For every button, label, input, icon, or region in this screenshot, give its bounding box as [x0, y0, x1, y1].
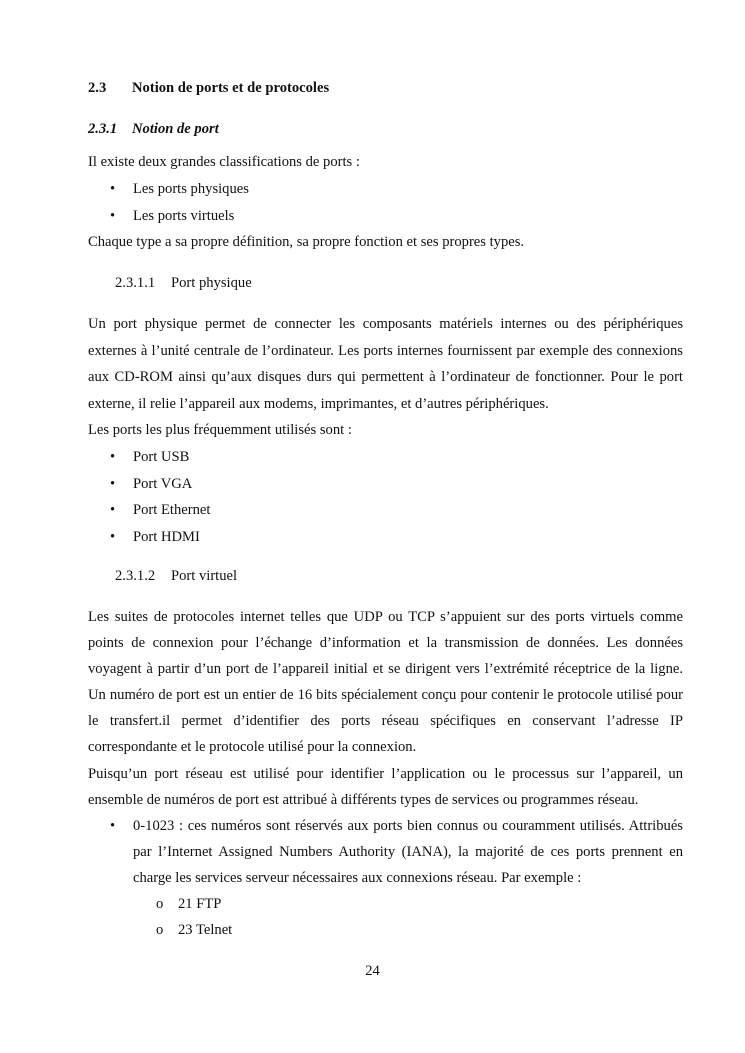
sub-list-item: o 21 FTP [88, 891, 683, 917]
bullet-icon: • [110, 528, 116, 545]
page-number: 24 [365, 963, 380, 979]
subsection-title: Notion de port [132, 121, 219, 137]
paragraph: Un port physique permet de connecter les composants matériels internes ou des périphériques externes à l’unité centrale de l’ordinateur. Les ports internes fournissent par exemple des connexions aux CD-ROM ainsi qu’aux disques durs qui permettent à l’ordinateur de fonctionner. Pour le port externe, il relie l’appareil aux modems, imprimantes, et d’autres périphériques. [88, 316, 683, 412]
paragraph: Les suites de protocoles internet telles que UDP ou TCP s’appuient sur des ports virtuels comme points de connexion pour l’échange d’information et la transmission de données. Les données voyagent à partir d’un port de l’appareil initial et se dirigent vers l’extrémité réceptrice de la ligne. Un numéro de port est un entier de 16 bits spécialement conçu pour contenir le protocole utilisé pour le transfert.il permet d’identifier des ports réseau spécifiques en conservant l’adresse IP correspondante et le protocole utilisé pour la connexion. [88, 609, 683, 756]
list-item: • Port USB [88, 444, 683, 471]
list-item: • Les ports physiques [88, 176, 683, 203]
intro-text: Il existe deux grandes classifications de ports : [88, 154, 360, 170]
section-number: 2.3 [88, 80, 107, 96]
list-item: • Port Ethernet [88, 497, 683, 524]
section-title: Notion de ports et de protocoles [132, 80, 330, 96]
list-item: • 0-1023 : ces numéros sont réservés aux ports bien connus ou couramment utilisés. Attribués par l’Internet Assigned Numbers Authority (IANA), la majorité de ces ports prennent en charge les services serveur nécessaires aux connexions réseau. Par exemple : [88, 813, 683, 891]
bullet-icon: • [110, 180, 116, 197]
list-item: • Les ports virtuels [88, 203, 683, 230]
subsubsection-heading-physique: 2.3.1.1 Port physique [115, 275, 252, 291]
circle-bullet-icon: o [156, 896, 164, 913]
subsection-heading [88, 116, 683, 143]
sub-list-item: o 23 Telnet [88, 917, 683, 943]
intro-block [88, 149, 683, 256]
intro-after-text: Chaque type a sa propre définition, sa propre fonction et ses propres types. [88, 234, 525, 251]
list-intro: Les ports les plus fréquemment utilisés sont : [88, 422, 352, 439]
port-virtuel-block [88, 604, 683, 943]
bullet-icon: • [110, 817, 116, 834]
paragraph: Puisqu’un port réseau est utilisé pour identifier l’application ou le processus sur l’appareil, un ensemble de numéros de port est attribué à différents types de services ou programmes réseau. [88, 765, 683, 808]
bullet-icon: • [110, 475, 116, 492]
subsection-number: 2.3.1 [88, 121, 118, 137]
subsubsection-heading-virtuel: 2.3.1.2 Port virtuel [115, 568, 238, 584]
circle-bullet-icon: o [156, 922, 164, 939]
section-heading [88, 75, 683, 102]
port-physique-block [88, 311, 683, 550]
bullet-icon: • [110, 207, 116, 224]
bullet-icon: • [110, 502, 116, 519]
bullet-icon: • [110, 448, 116, 465]
list-item: • Port VGA [88, 471, 683, 498]
list-item: • Port HDMI [88, 524, 683, 551]
